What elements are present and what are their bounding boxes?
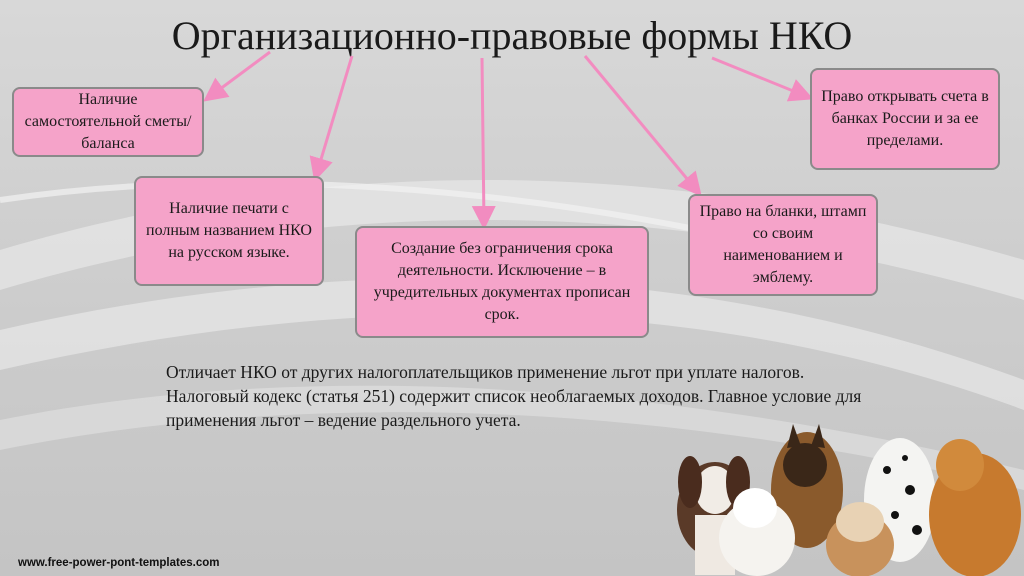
- box-term-text: Создание без ограничения срока деятельности. Исключение – в учредительных документах прописан срок.: [373, 240, 631, 323]
- box-balance: [12, 87, 204, 157]
- arrow-to-balance: [208, 52, 270, 98]
- box-forms-text: Право на бланки, штамп со своим наименованием и эмблему.: [699, 203, 867, 286]
- page-title: Организационно-правовые формы НКО: [171, 13, 853, 58]
- arrow-to-forms: [585, 56, 698, 192]
- arrow-to-accounts: [712, 58, 808, 97]
- box-forms: [688, 194, 878, 296]
- box-balance-text: Наличие самостоятельной сметы/баланса: [24, 91, 192, 152]
- box-accounts-text: Право открывать счета в банках России и за ее пределами.: [821, 88, 989, 149]
- box-seal-text: Наличие печати с полным названием НКО на русском языке.: [146, 200, 312, 261]
- arrow-to-seal: [316, 56, 352, 176]
- box-term: [355, 226, 649, 338]
- box-accounts: [810, 68, 1000, 170]
- dogs-image: [655, 420, 1024, 576]
- arrow-to-term: [482, 58, 484, 224]
- footer-url: www.free-power-pont-templates.com: [18, 557, 220, 569]
- body-text: Отличает НКО от других налогоплательщиков применение льгот при уплате налогов. Налоговый кодекс (статья 251) содержит список необлагаемых доходов. Главное условие для применения льгот – ведение раздельного учета.: [166, 362, 862, 430]
- box-seal: [134, 176, 324, 286]
